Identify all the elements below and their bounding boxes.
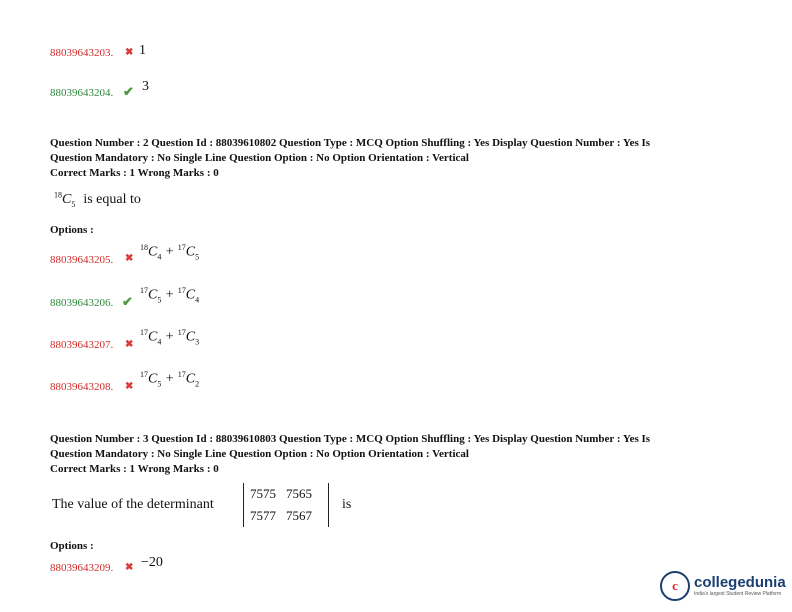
question-header-line: Question Mandatory : No Single Line Question Option : No Option Orientation : Vertical [50, 152, 469, 164]
brand-name: collegedunia [694, 573, 786, 591]
option-expression: $^{17}C_4 + ^{17}C_3$ [140, 328, 200, 347]
matrix-cell: 7577 [250, 508, 276, 523]
option-id: 88039643204. [50, 87, 114, 99]
question-text: $^{18}C_5$ is equal to [54, 190, 141, 209]
option-expression: $^{17}C_5 + ^{17}C_4$ [140, 286, 200, 305]
option-expression: $^{17}C_5 + ^{17}C_2$ [140, 370, 200, 389]
question-suffix: is [342, 497, 352, 512]
matrix-cell: 7567 [286, 508, 312, 523]
check-icon: ✔ [123, 84, 134, 99]
brand-watermark [660, 566, 788, 606]
cross-icon: ✖ [125, 562, 134, 573]
cross-icon: ✖ [125, 339, 134, 350]
option-answer: 1 [139, 43, 146, 58]
marks-line: Correct Marks : 1 Wrong Marks : 0 [50, 167, 219, 179]
question-header-line: Question Mandatory : No Single Line Question Option : No Option Orientation : Vertical [50, 448, 469, 460]
options-label: Options : [50, 224, 94, 236]
brand-tagline: India's largest Student Review Platform [694, 590, 782, 597]
marks-line: Correct Marks : 1 Wrong Marks : 0 [50, 463, 219, 475]
option-id: 88039643209. [50, 562, 114, 574]
question-header-line: Question Number : 3 Question Id : 88039610803 Question Type : MCQ Option Shuffling : Yes Display Question Number : Yes Is [50, 433, 651, 445]
cross-icon: ✖ [125, 253, 134, 264]
matrix-cell: 7575 [250, 486, 276, 501]
option-answer: 3 [142, 79, 149, 94]
cross-icon: ✖ [125, 381, 134, 392]
matrix-cell: 7565 [286, 486, 312, 501]
determinant [243, 483, 329, 527]
question-header [50, 432, 750, 477]
options-label: Options : [50, 540, 94, 552]
option-id: 88039643205. [50, 254, 114, 266]
question-header-line: Question Number : 2 Question Id : 88039610802 Question Type : MCQ Option Shuffling : Yes Display Question Number : Yes Is [50, 137, 651, 149]
option-expression: $^{18}C_4 + ^{17}C_5$ [140, 243, 200, 262]
option-id: 88039643207. [50, 339, 114, 351]
brand-logo-icon: c [660, 571, 690, 601]
option-answer: −20 [141, 555, 163, 570]
question-header [50, 136, 750, 181]
option-id: 88039643203. [50, 47, 114, 59]
option-id: 88039643206. [50, 297, 114, 309]
option-id: 88039643208. [50, 381, 114, 393]
cross-icon: ✖ [125, 47, 134, 58]
question-text: The value of the determinant [52, 497, 214, 512]
check-icon: ✔ [122, 294, 133, 309]
